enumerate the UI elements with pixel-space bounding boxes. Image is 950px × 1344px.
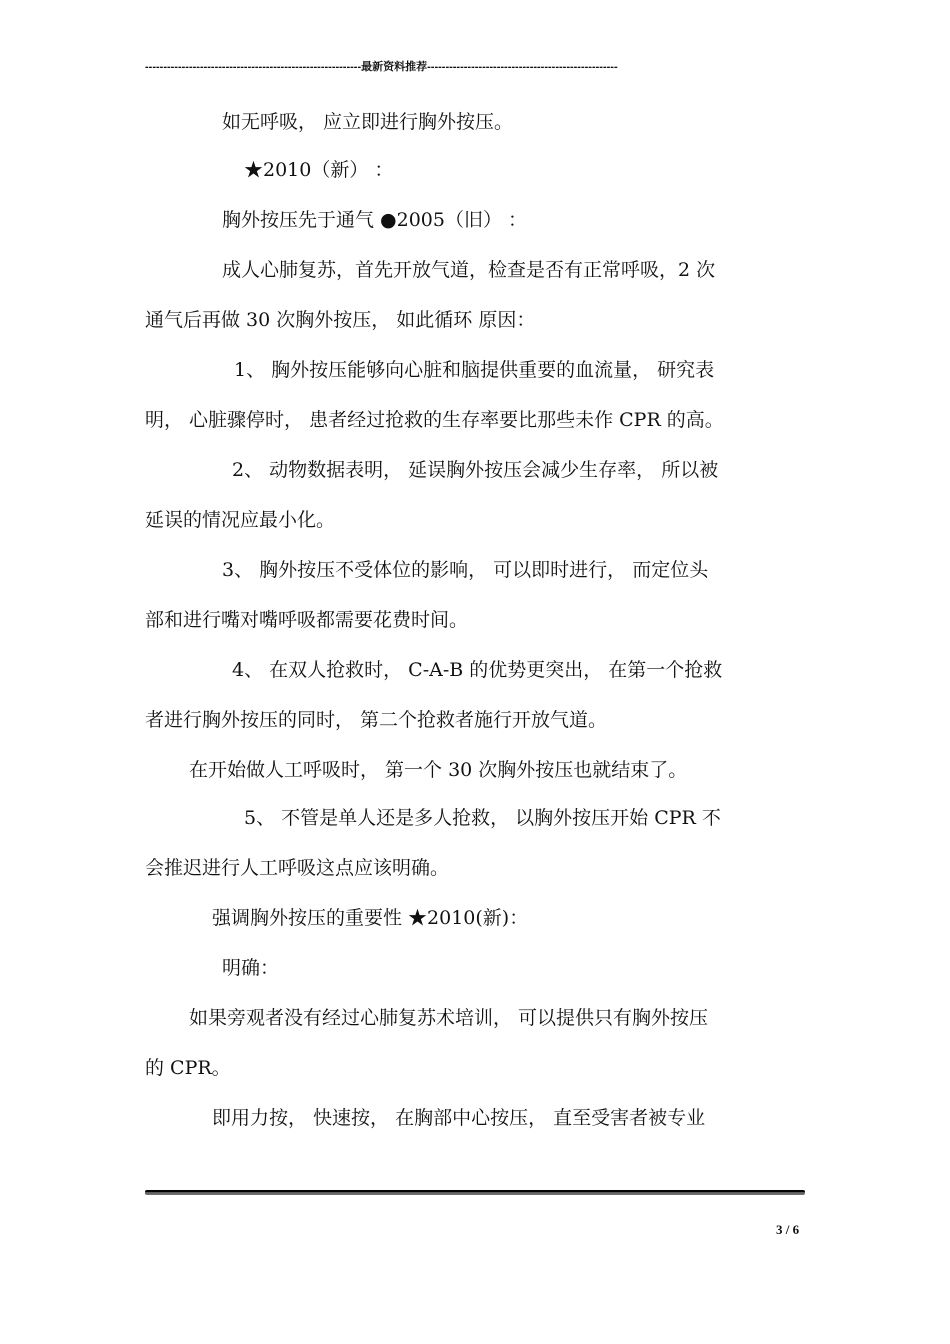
header-dashes-left: ----------------------------------------------------------- [145, 61, 362, 73]
body-line: 明， 心脏骤停时， 患者经过抢救的生存率要比那些未作 CPR 的高。 [145, 409, 724, 431]
header-dashes-right: ---------------------------------------------------- [427, 61, 618, 73]
body-line: 通气后再做 30 次胸外按压， 如此循环 原因： [145, 309, 536, 331]
body-line: 在开始做人工呼吸时， 第一个 30 次胸外按压也就结束了。 [189, 759, 688, 781]
body-line: 胸外按压先于通气 ●2005（旧） ： [222, 209, 528, 231]
body-line: 5、 不管是单人还是多人抢救， 以胸外按压开始 CPR 不 [244, 807, 721, 829]
body-line: 会推迟进行人工呼吸这点应该明确。 [145, 857, 450, 879]
body-line: 者进行胸外按压的同时， 第二个抢救者施行开放气道。 [145, 709, 608, 731]
body-line: 4、 在双人抢救时， C-A-B 的优势更突出， 在第一个抢救 [232, 659, 723, 681]
footer-rule [145, 1190, 805, 1195]
body-line: 明确： [222, 957, 280, 979]
header-title: 最新资料推荐 [361, 61, 428, 73]
body-line: 如无呼吸， 应立即进行胸外按压。 [222, 111, 514, 133]
body-line: 成人心肺复苏，首先开放气道，检查是否有正常呼吸，2 次 [222, 259, 716, 281]
page-header [145, 58, 805, 74]
body-line: 即用力按， 快速按， 在胸部中心按压， 直至受害者被专业 [212, 1107, 706, 1129]
body-line: 3、 胸外按压不受体位的影响， 可以即时进行， 而定位头 [222, 559, 709, 581]
body-line: ★2010（新） ： [244, 159, 394, 181]
body-line: 2、 动物数据表明， 延误胸外按压会减少生存率， 所以被 [232, 459, 719, 481]
body-line: 延误的情况应最小化。 [145, 509, 336, 531]
page-number: 3 / 6 [776, 1222, 800, 1237]
body-line: 的 CPR。 [145, 1057, 231, 1079]
body-line: 如果旁观者没有经过心肺复苏术培训， 可以提供只有胸外按压 [189, 1007, 709, 1029]
body-line: 强调胸外按压的重要性 ★2010(新)： [212, 907, 529, 929]
body-line: 部和进行嘴对嘴呼吸都需要花费时间。 [145, 609, 469, 631]
body-line: 1、 胸外按压能够向心脏和脑提供重要的血流量， 研究表 [234, 359, 715, 381]
